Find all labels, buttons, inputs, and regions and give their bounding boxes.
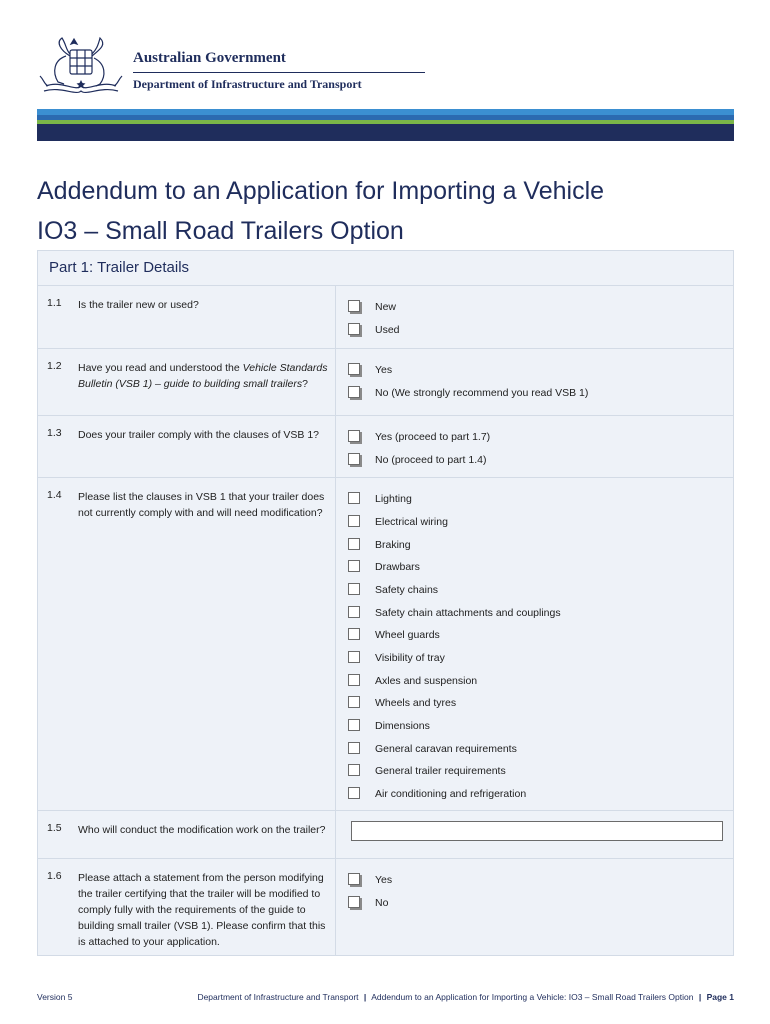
- checkbox[interactable]: [348, 674, 360, 686]
- option-label: New: [375, 301, 397, 313]
- option-dimensions[interactable]: [348, 718, 728, 736]
- title-line-1: Addendum to an Application for Importing a Vehicle: [37, 177, 605, 205]
- header-color-bands: [37, 109, 734, 141]
- question-number: 1.2: [47, 360, 62, 372]
- checkbox[interactable]: [348, 606, 360, 618]
- question-row-1-2: [38, 348, 733, 416]
- column-divider: [335, 859, 336, 956]
- checkbox[interactable]: [348, 696, 360, 708]
- option-braking[interactable]: [348, 537, 728, 555]
- page-header: [36, 36, 436, 102]
- checkbox[interactable]: [348, 492, 360, 504]
- option-no[interactable]: [348, 452, 728, 470]
- option-label: Yes (proceed to part 1.7): [375, 431, 491, 443]
- checkbox[interactable]: [348, 386, 360, 398]
- checkbox[interactable]: [348, 651, 360, 663]
- option-air-conditioning[interactable]: [348, 786, 728, 804]
- question-text: Does your trailer comply with the clauses of VSB 1?: [78, 429, 320, 441]
- option-general-trailer[interactable]: [348, 763, 728, 781]
- title-line-2: IO3 – Small Road Trailers Option: [37, 217, 404, 245]
- option-label: No (We strongly recommend you read VSB 1): [375, 387, 589, 399]
- question-row-1-1: [38, 285, 733, 349]
- footer-department: Department of Infrastructure and Transport: [197, 992, 359, 1002]
- vsb-title: Vehicle Standards Bulletin (VSB 1) – guide to building small trailers: [78, 362, 328, 390]
- option-label: Braking: [375, 539, 411, 551]
- option-electrical-wiring[interactable]: [348, 514, 728, 532]
- question-text: Is the trailer new or used?: [78, 299, 199, 311]
- option-label: Wheel guards: [375, 629, 440, 641]
- modifier-name-input[interactable]: [351, 821, 723, 841]
- option-visibility-of-tray[interactable]: [348, 650, 728, 668]
- checkbox[interactable]: [348, 515, 360, 527]
- header-divider: [133, 72, 425, 73]
- question-text: Please attach a statement from the person modifying the trailer certifying that the trailer will be modified to comply fully with the requirements of the guide to building small trailer (VSB 1). Please confirm that this is attached to your application.: [78, 872, 326, 948]
- option-label: Drawbars: [375, 561, 420, 573]
- checkbox[interactable]: [348, 453, 360, 465]
- question-row-1-4: [38, 477, 733, 811]
- option-no[interactable]: [348, 895, 728, 913]
- band-navy: [37, 124, 734, 141]
- option-label: Safety chains: [375, 584, 439, 596]
- document-title: [37, 171, 737, 251]
- coat-of-arms-icon: [36, 36, 126, 98]
- column-divider: [335, 286, 336, 349]
- option-yes[interactable]: [348, 429, 728, 447]
- option-label: General trailer requirements: [375, 765, 506, 777]
- footer-doc-title: Addendum to an Application for Importing a Vehicle: IO3 – Small Road Trailers Option: [371, 992, 694, 1002]
- option-safety-chains[interactable]: [348, 582, 728, 600]
- option-lighting[interactable]: [348, 491, 728, 509]
- question-number: 1.5: [47, 822, 62, 834]
- question-row-1-3: [38, 415, 733, 478]
- checkbox[interactable]: [348, 873, 360, 885]
- question-text-plain: Have you read and understood the: [78, 362, 243, 374]
- option-label: No (proceed to part 1.4): [375, 454, 487, 466]
- page-number: Page 1: [706, 992, 734, 1002]
- column-divider: [335, 416, 336, 478]
- checkbox[interactable]: [348, 560, 360, 572]
- option-label: Used: [375, 324, 400, 336]
- checkbox[interactable]: [348, 896, 360, 908]
- column-divider: [335, 478, 336, 811]
- question-row-1-6: [38, 858, 733, 956]
- option-label: Dimensions: [375, 720, 430, 732]
- option-label: Wheels and tyres: [375, 697, 457, 709]
- checkbox[interactable]: [348, 764, 360, 776]
- part-title: Part 1: Trailer Details: [49, 259, 190, 276]
- trailer-details-form: [37, 250, 734, 956]
- question-text: Who will conduct the modification work on the trailer?: [78, 824, 326, 836]
- option-wheels-and-tyres[interactable]: [348, 695, 728, 713]
- option-general-caravan[interactable]: [348, 741, 728, 759]
- footer-info: [197, 992, 734, 1002]
- option-axles-and-suspension[interactable]: [348, 673, 728, 691]
- government-name: Australian Government: [133, 50, 286, 66]
- question-number: 1.4: [47, 489, 62, 501]
- checkbox[interactable]: [348, 787, 360, 799]
- checkbox[interactable]: [348, 742, 360, 754]
- option-yes[interactable]: [348, 362, 728, 380]
- option-no[interactable]: [348, 385, 728, 403]
- option-label: Lighting: [375, 493, 412, 505]
- option-label: General caravan requirements: [375, 743, 517, 755]
- question-row-1-5: [38, 810, 733, 859]
- option-label: No: [375, 897, 389, 909]
- checkbox[interactable]: [348, 719, 360, 731]
- checkbox[interactable]: [348, 430, 360, 442]
- option-label: Air conditioning and refrigeration: [375, 788, 527, 800]
- option-label: Yes: [375, 874, 393, 886]
- option-wheel-guards[interactable]: [348, 627, 728, 645]
- option-used[interactable]: [348, 322, 728, 340]
- department-name: Department of Infrastructure and Transport: [133, 77, 362, 91]
- column-divider: [335, 349, 336, 416]
- question-number: 1.1: [47, 297, 62, 309]
- option-label: Yes: [375, 364, 393, 376]
- checkbox[interactable]: [348, 583, 360, 595]
- option-yes[interactable]: [348, 872, 728, 890]
- option-label: Safety chain attachments and couplings: [375, 607, 561, 619]
- question-text: [78, 360, 328, 392]
- footer-separator: |: [698, 992, 702, 1002]
- checkbox[interactable]: [348, 628, 360, 640]
- option-label: Axles and suspension: [375, 675, 478, 687]
- checkbox[interactable]: [348, 363, 360, 375]
- version-label: Version 5: [37, 992, 73, 1002]
- question-number: 1.6: [47, 870, 62, 882]
- option-new[interactable]: [348, 299, 728, 317]
- question-text: Please list the clauses in VSB 1 that your trailer does not currently comply with and will need modification?: [78, 491, 325, 519]
- question-text-end: ?: [302, 378, 308, 390]
- checkbox[interactable]: [348, 300, 360, 312]
- option-label: Electrical wiring: [375, 516, 448, 528]
- option-drawbars[interactable]: [348, 559, 728, 577]
- question-number: 1.3: [47, 427, 62, 439]
- option-safety-chain-attachments[interactable]: [348, 605, 728, 623]
- footer-separator: |: [363, 992, 367, 1002]
- checkbox[interactable]: [348, 538, 360, 550]
- checkbox[interactable]: [348, 323, 360, 335]
- option-label: Visibility of tray: [375, 652, 445, 664]
